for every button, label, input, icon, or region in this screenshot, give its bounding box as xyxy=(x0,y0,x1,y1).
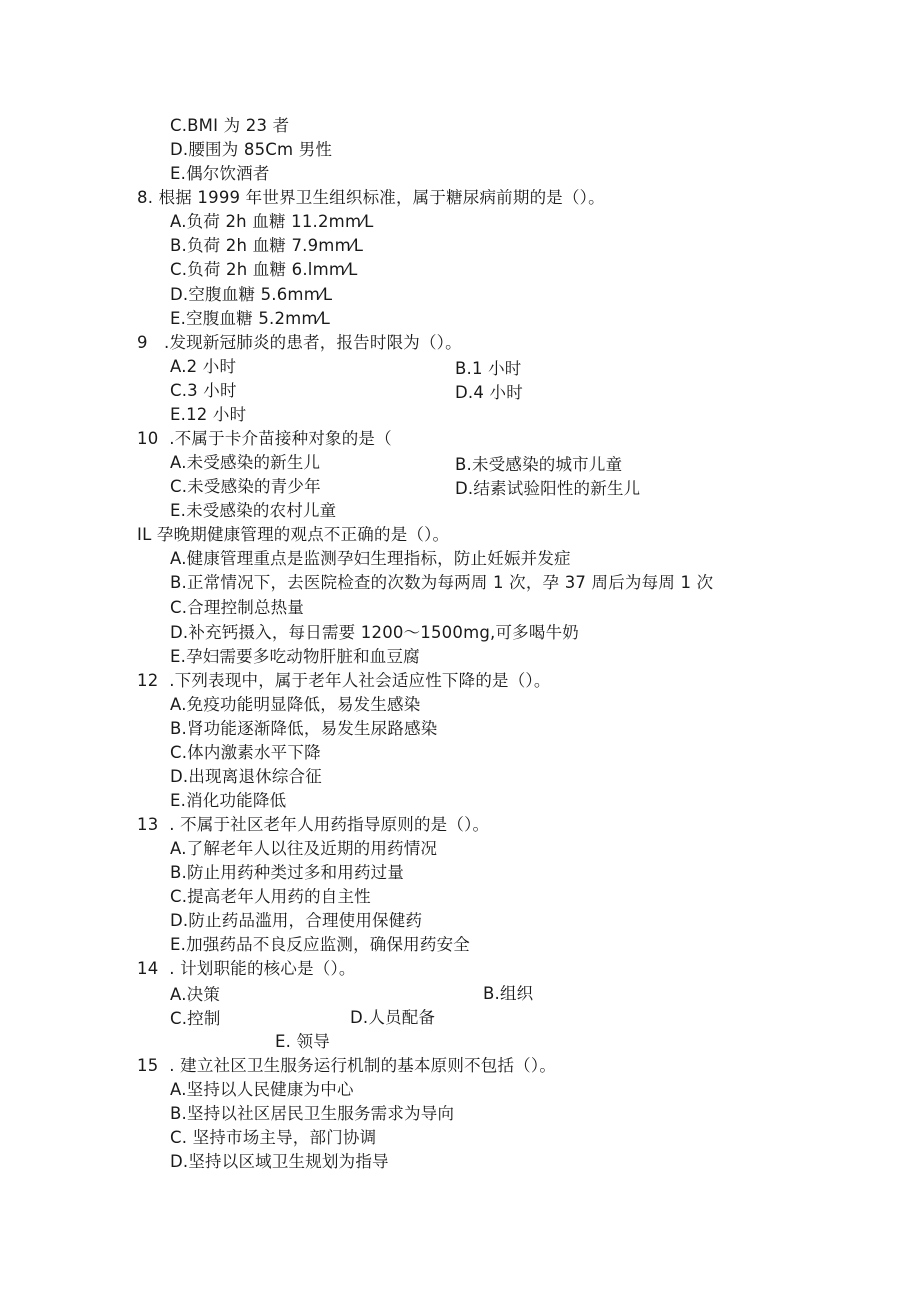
option-line: A.坚持以人民健康为中心 xyxy=(170,1080,354,1099)
question-line: 10 .不属于卡介苗接种对象的是（ xyxy=(137,429,392,448)
option-line: A.决策 xyxy=(170,985,221,1004)
option-line: D.补充钙摄入，每日需要 1200～1500mg,可多喝牛奶 xyxy=(170,623,579,642)
question-line: 13 . 不属于社区老年人用药指导原则的是（）。 xyxy=(137,815,490,834)
option-line: B.1 小时 xyxy=(455,359,522,378)
option-line: C.负荷 2h 血糖 6.lmm⁄L xyxy=(170,260,358,279)
option-line: D.人员配备 xyxy=(350,1008,436,1027)
option-line: C.合理控制总热量 xyxy=(170,598,305,617)
option-line: E.孕妇需要多吃动物肝脏和血豆腐 xyxy=(170,647,420,666)
option-line: E.空腹血糖 5.2mm⁄L xyxy=(170,309,331,328)
option-line: E.消化功能降低 xyxy=(170,791,287,810)
question-line: 9 .发现新冠肺炎的患者，报告时限为（）。 xyxy=(137,333,462,352)
option-line: C.控制 xyxy=(170,1009,221,1028)
question-line: IL 孕晚期健康管理的观点不正确的是（）。 xyxy=(137,525,450,544)
option-line: C.3 小时 xyxy=(170,381,237,400)
option-line: D.4 小时 xyxy=(455,383,523,402)
question-line: 14 . 计划职能的核心是（）。 xyxy=(137,959,356,978)
option-line: D.结素试验阳性的新生儿 xyxy=(455,479,641,498)
option-line: A.免疫功能明显降低，易发生感染 xyxy=(170,695,421,714)
option-line: B.正常情况下，去医院检查的次数为每两周 1 次，孕 37 周后为每周 1 次 xyxy=(170,573,714,592)
option-line: D.坚持以区域卫生规划为指导 xyxy=(170,1152,389,1171)
option-line: A.健康管理重点是监测孕妇生理指标，防止妊娠并发症 xyxy=(170,549,571,568)
option-line: D.防止药品滥用，合理使用保健药 xyxy=(170,911,423,930)
option-line: D.腰围为 85Cm 男性 xyxy=(170,140,333,159)
option-line: D.出现离退休综合征 xyxy=(170,767,322,786)
option-line: E.12 小时 xyxy=(170,405,247,424)
option-line: A.负荷 2h 血糖 11.2mm⁄L xyxy=(170,212,374,231)
option-line: C. 坚持市场主导，部门协调 xyxy=(170,1128,377,1147)
option-line: C.BMI 为 23 者 xyxy=(170,116,290,135)
option-line: C.体内激素水平下降 xyxy=(170,743,321,762)
option-line: A.了解老年人以往及近期的用药情况 xyxy=(170,839,438,858)
option-line: C.提高老年人用药的自主性 xyxy=(170,887,371,906)
option-line: A.2 小时 xyxy=(170,357,237,376)
question-line: 15 . 建立社区卫生服务运行机制的基本原则不包括（）。 xyxy=(137,1056,557,1075)
option-line: E. 领导 xyxy=(275,1032,330,1051)
question-line: 12 .下列表现中，属于老年人社会适应性下降的是（）。 xyxy=(137,671,551,690)
option-line: B.负荷 2h 血糖 7.9mm⁄L xyxy=(170,236,364,255)
option-line: A.未受感染的新生儿 xyxy=(170,453,321,472)
option-line: B.组织 xyxy=(483,984,534,1003)
option-line: B.坚持以社区居民卫生服务需求为导向 xyxy=(170,1104,455,1123)
option-line: C.未受感染的青少年 xyxy=(170,477,321,496)
question-line: 8. 根据 1999 年世界卫生组织标准，属于糖尿病前期的是（）。 xyxy=(137,188,605,207)
option-line: B.未受感染的城市儿童 xyxy=(455,455,623,474)
option-line: E.偶尔饮酒者 xyxy=(170,164,270,183)
option-line: B.肾功能逐渐降低，易发生尿路感染 xyxy=(170,719,438,738)
option-line: E.未受感染的农村儿童 xyxy=(170,501,337,520)
option-line: B.防止用药种类过多和用药过量 xyxy=(170,863,405,882)
option-line: D.空腹血糖 5.6mm⁄L xyxy=(170,285,333,304)
option-line: E.加强药品不良反应监测，确保用药安全 xyxy=(170,935,470,954)
